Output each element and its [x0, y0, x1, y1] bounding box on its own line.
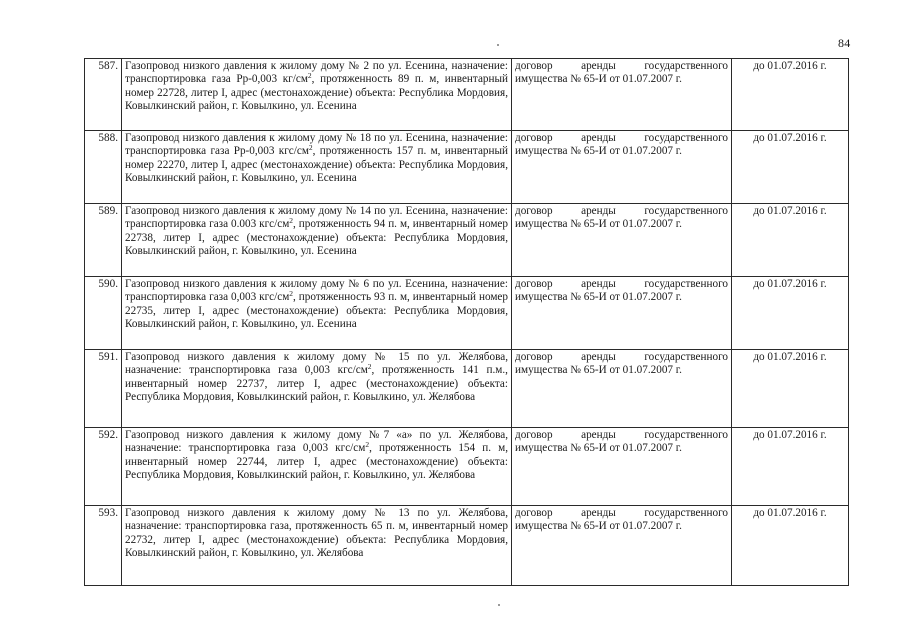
contract-basis: договор аренды государственного имущества № 65-И от 01.07.2007 г. [512, 204, 732, 277]
contract-basis: договор аренды государственного имущества № 65-И от 01.07.2007 г. [512, 506, 732, 586]
object-description: Газопровод низкого давления к жилому дому №7 «а» по ул. Желябова, назначение: транспортировка газа 0,003 кгс/$см^2$, протяженность 154 п. м, инвентарный номер 22744, литер I, адрес (местонахождение) объекта: Республика Мордовия, Ковылкинский район, г. Ковылкино, ул. Желябова [122, 428, 512, 506]
contract-term: до 01.07.2016 г. [732, 277, 849, 350]
contract-term: до 01.07.2016 г. [732, 59, 849, 131]
table-row [85, 428, 849, 506]
superscript: 2 [289, 216, 294, 226]
contract-basis: договор аренды государственного имущества № 65-И от 01.07.2007 г. [512, 277, 732, 350]
row-number: 588. [85, 131, 122, 204]
table-row [85, 506, 849, 586]
superscript: 2 [289, 289, 294, 299]
superscript: 2 [307, 71, 312, 81]
object-description: Газопровод низкого давления к жилому дому № 18 по ул. Есенина, назначение: транспортировка газа Рр-0,003 кгс/$см^2$, протяженность 157 п. м, инвентарный номер 22270, литер I, адрес (местонахождение) объекта: Республика Мордовия, Ковылкинский район, г. Ковылкино, ул. Есенина [122, 131, 512, 204]
contract-basis: договор аренды государственного имущества № 65-И от 01.07.2007 г. [512, 350, 732, 428]
table-row [85, 59, 849, 131]
row-number: 593. [85, 506, 122, 586]
superscript: 2 [367, 362, 372, 372]
object-description: Газопровод низкого давления к жилому дому № 14 по ул. Есенина, назначение: транспортировка газа 0.003 кгс/$см^2$, протяженность 94 п. м, инвентарный номер 22738, литер I, адрес (местонахождение) объекта: Республика Мордовия, Ковылкинский район, г. Ковылкино, ул. Есенина [122, 204, 512, 277]
page-number: 84 [838, 36, 851, 50]
contract-term: до 01.07.2016 г. [732, 204, 849, 277]
contract-term: до 01.07.2016 г. [732, 131, 849, 204]
scan-speck [498, 604, 500, 606]
contract-basis: договор аренды государственного имущества № 65-И от 01.07.2007 г. [512, 428, 732, 506]
row-number: 590. [85, 277, 122, 350]
superscript: 2 [308, 143, 313, 153]
contract-term: до 01.07.2016 г. [732, 506, 849, 586]
row-number: 591. [85, 350, 122, 428]
contract-term: до 01.07.2016 г. [732, 428, 849, 506]
table-row [85, 204, 849, 277]
contract-term: до 01.07.2016 г. [732, 350, 849, 428]
table-row [85, 131, 849, 204]
property-registry-table [84, 58, 849, 586]
row-number: 589. [85, 204, 122, 277]
superscript: 2 [365, 440, 370, 450]
contract-basis: договор аренды государственного имущества № 65-И от 01.07.2007 г. [512, 59, 732, 131]
table-row [85, 277, 849, 350]
row-number: 592. [85, 428, 122, 506]
row-number: 587. [85, 59, 122, 131]
object-description: Газопровод низкого давления к жилому дому № 6 по ул. Есенина, назначение: транспортировка газа 0,003 кгс/$см^2$, протяженность 93 п. м, инвентарный номер 22735, литер I, адрес (местонахождение) объекта: Республика Мордовия, Ковылкинский район, г. Ковылкино, ул. Есенина [122, 277, 512, 350]
object-description: Газопровод низкого давления к жилому дому № 13 по ул. Желябова, назначение: транспортировка газа, протяженность 65 п. м, инвентарный номер 22732, литер I, адрес (местонахождение) объекта: Республика Мордовия, Ковылкинский район, г. Ковылкино, ул. Желябова [122, 506, 512, 586]
object-description: Газопровод низкого давления к жилому дому № 2 по ул. Есенина, назначение: транспортировка газа Рр-0,003 $кг/см^2$, протяженность 89 п. м, инвентарный номер 22728, литер I, адрес (местонахождение) объекта: Республика Мордовия, Ковылкинский район, г. Ковылкино, ул. Есенина [122, 59, 512, 131]
object-description: Газопровод низкого давления к жилому дому № 15 по ул. Желябова, назначение: транспортировка газа 0,003 кгс/$см^2$, протяженность 141 п.м., инвентарный номер 22737, литер I, адрес (местонахождение) объекта: Республика Мордовия, Ковылкинский район, г. Ковылкино, ул. Желябова [122, 350, 512, 428]
scan-speck [497, 44, 499, 46]
table-row [85, 350, 849, 428]
contract-basis: договор аренды государственного имущества № 65-И от 01.07.2007 г. [512, 131, 732, 204]
